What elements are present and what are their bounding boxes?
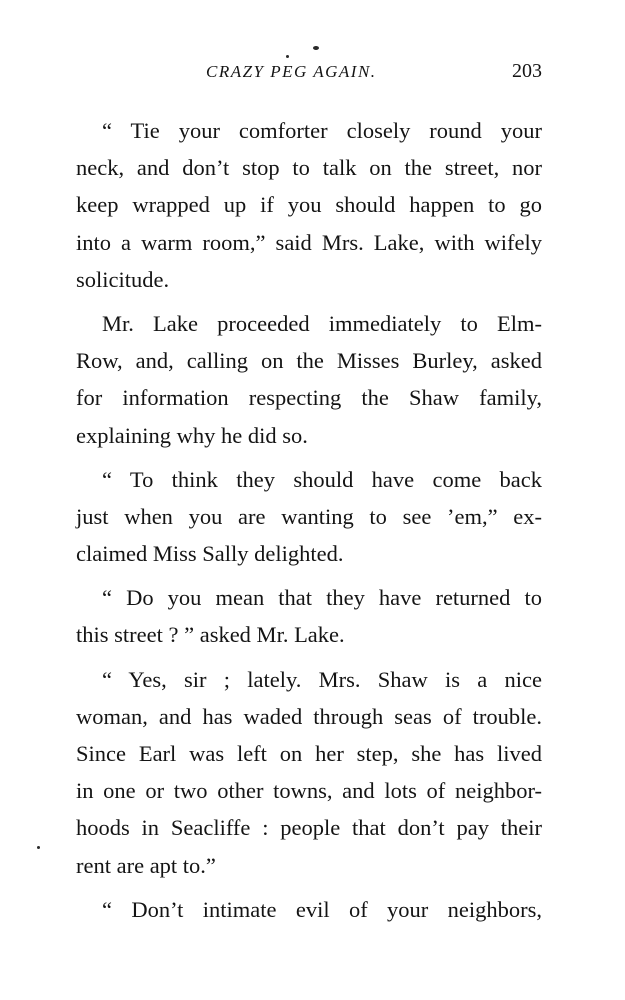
- paragraph-gap: [76, 654, 542, 661]
- text-line: solicitude.: [76, 266, 170, 292]
- page-number: 203: [512, 60, 542, 82]
- paragraph-gap: [76, 454, 542, 461]
- text-line: keep wrapped up if you should happen to go: [76, 192, 542, 218]
- text-line: just when you are wanting to see ’em,” ex-: [76, 503, 542, 529]
- text-line: this street ? ” asked Mr. Lake.: [76, 622, 345, 648]
- body-text: [76, 112, 542, 928]
- paragraph: [76, 579, 542, 653]
- text-line: into a warm room,” said Mrs. Lake, with wifely: [76, 229, 542, 255]
- text-line: Row, and, calling on the Misses Burley, asked: [76, 348, 542, 374]
- page-header: [76, 58, 542, 88]
- text-line: woman, and has waded through seas of trouble.: [76, 703, 542, 729]
- text-line: Mr. Lake proceeded immediately to Elm-: [102, 310, 542, 336]
- text-line: neck, and don’t stop to talk on the street, nor: [76, 155, 542, 181]
- paragraph-gap: [76, 298, 542, 305]
- paragraph-gap: [76, 572, 542, 579]
- text-line: “ Yes, sir ; lately. Mrs. Shaw is a nice: [102, 666, 542, 692]
- text-line: “ Don’t intimate evil of your neighbors,: [102, 896, 542, 922]
- text-line: for information respecting the Shaw family,: [76, 385, 542, 411]
- paragraph: [76, 891, 542, 928]
- text-line: explaining why he did so.: [76, 422, 308, 448]
- ink-speck: [37, 846, 40, 849]
- text-line: in one or two other towns, and lots of neighbor-: [76, 778, 542, 804]
- paragraph-gap: [76, 884, 542, 891]
- paragraph: [76, 305, 542, 454]
- paragraph: [76, 112, 542, 298]
- paragraph: [76, 661, 542, 884]
- text-line: Since Earl was left on her step, she has lived: [76, 741, 542, 766]
- running-head: CRAZY PEG AGAIN.: [206, 62, 377, 81]
- ink-speck: [313, 46, 319, 50]
- text-line: rent are apt to.”: [76, 852, 216, 878]
- text-line: hoods in Seacliffe : people that don’t pay their: [76, 815, 542, 841]
- paragraph: [76, 461, 542, 573]
- text-line: “ Tie your comforter closely round your: [102, 118, 542, 143]
- text-line: “ Do you mean that they have returned to: [102, 585, 542, 611]
- text-line: “ To think they should have come back: [102, 466, 542, 492]
- text-line: claimed Miss Sally delighted.: [76, 541, 344, 567]
